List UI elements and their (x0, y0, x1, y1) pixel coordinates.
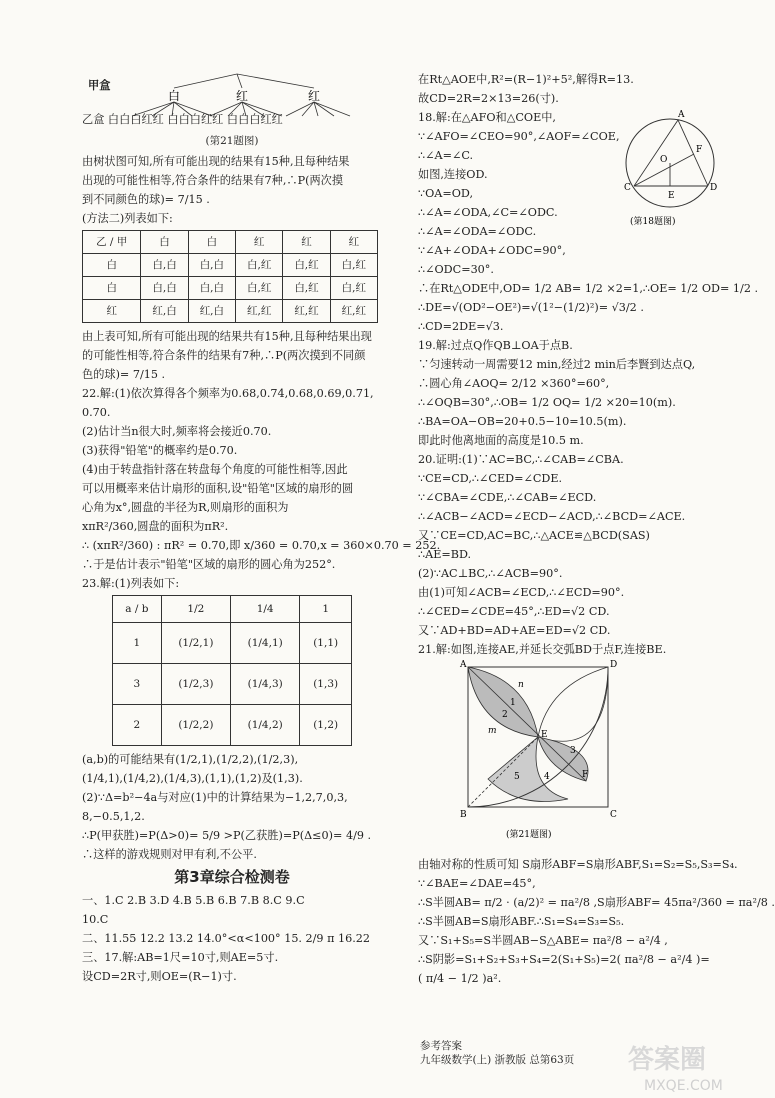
q18-line: ∴∠ODC=30°. (418, 263, 494, 276)
q19-line: ∴圆心角∠AOQ= 2/12 ×360°=60°, (418, 377, 610, 390)
table-cell: 3 (113, 664, 162, 705)
label-d: D (710, 183, 718, 193)
figure-21 (418, 659, 666, 855)
label-4: 4 (544, 772, 550, 782)
label-b: B (460, 810, 467, 820)
q23-intro: 23.解:(1)列表如下: (82, 577, 180, 590)
q23-line: 8,−0.5,1,2. (82, 810, 145, 823)
q19-line: ∴∠OQB=30°,∴OB= 1/2 OQ= 1/2 ×20=10(m). (418, 396, 676, 409)
q20-line: ∴AE=BD. (418, 548, 472, 561)
q20-line: ∴∠ACB−∠ACD=∠ECD−∠ACD,∴∠BCD=∠ACE. (418, 510, 686, 523)
table-header: 红 (330, 231, 377, 254)
table-cell: 1 (113, 623, 162, 664)
q20-line: 由(1)可知∠ACB=∠ECD,∴∠ECD=90°. (418, 586, 625, 599)
text-line: 由上表可知,所有可能出现的结果共有15种,且每种结果出现 (82, 330, 372, 343)
label-1: 1 (510, 698, 516, 708)
table-corner: a / b (113, 596, 162, 623)
label-5: 5 (514, 772, 520, 782)
label-2: 2 (502, 710, 508, 720)
q21-line: 21.解:如图,连接AE,并延长交弧BD于点F,连接BE. (418, 643, 667, 656)
q23-line: (1/4,1),(1/4,2),(1/4,3),(1,1),(1,2)及(1,3). (82, 772, 303, 785)
text-line: 在Rt△AOE中,R²=(R−1)²+5²,解得R=13. (418, 73, 634, 86)
table-row (113, 623, 352, 664)
q22-line: (3)获得"铅笔"的概率约是0.70. (82, 444, 238, 457)
answer-line: 三、17.解:AB=1尺=10寸,则AE=5寸. (82, 951, 279, 964)
table-cell: 白 (83, 254, 141, 277)
text-line: 到不同颜色的球)= 7/15 . (82, 193, 210, 206)
q19-line: 即此时他离地面的高度是10.5 m. (418, 434, 584, 447)
q20-line: ∴∠CED=∠CDE=45°,∴ED=√2 CD. (418, 605, 610, 618)
watermark-logo (624, 1038, 744, 1094)
tree-node-1: 白 (168, 89, 181, 103)
q22-line: 心角为x°,圆盘的半径为R,则扇形的面积为 (82, 501, 289, 514)
label-f: F (582, 770, 589, 780)
label-n: n (518, 680, 524, 690)
label-f: F (696, 145, 703, 155)
label-c: C (610, 810, 617, 820)
q18-line: ∴在Rt△ODE中,OD= 1/2 AB= 1/2 ×2=1,∴OE= 1/2 OD= 1/2 . (418, 282, 759, 295)
table-cell: (1/4,3) (231, 664, 300, 705)
tree-diagram (82, 70, 382, 152)
text-line: 色的球)= 7/15 . (82, 368, 166, 381)
table-cell: (1/2,1) (161, 623, 230, 664)
watermark-site: MXQE.COM (644, 1078, 723, 1094)
q22-line: xπR²/360,圆盘的面积为πR². (82, 520, 229, 533)
text-line: 故CD=2R=2×13=26(寸). (418, 92, 559, 105)
probability-table-2 (112, 595, 352, 746)
q23-line: ∴这样的游戏规则对甲有利,不公平. (82, 848, 257, 861)
table-header: 白 (188, 231, 235, 254)
q21-line: 又∵S₁+S₅=S半圆AB−S△ABE= πa²/8 − a²/4 , (418, 934, 668, 947)
q21-line: ∴S阴影=S₁+S₂+S₃+S₄=2(S₁+S₅)=2( πa²/8 − a²/4 )= (418, 953, 710, 966)
table-cell: 红,红 (236, 300, 283, 323)
q20-line: ∵∠CBA=∠CDE,∴∠CAB=∠ECD. (418, 491, 597, 504)
answer-line: 10.C (82, 913, 109, 926)
table-cell: 白,白 (141, 254, 188, 277)
table-cell: (1/4,2) (231, 705, 300, 746)
table-header: 1 (300, 596, 352, 623)
tree-node-3: 红 (308, 89, 321, 103)
probability-table-1 (82, 230, 378, 323)
label-m: m (488, 726, 497, 736)
q19-line: 19.解:过点Q作QB⊥OA于点B. (418, 339, 573, 352)
q22-line: ∴于是估计表示"铅笔"区域的扇形的圆心角为252°. (82, 558, 336, 571)
table-row (83, 254, 378, 277)
q21-line: ∵∠BAE=∠DAE=45°, (418, 877, 536, 890)
table-cell: 白 (83, 277, 141, 300)
table-header: 红 (236, 231, 283, 254)
q19-line: ∵匀速转动一周需要12 min,经过2 min后李賢到达点Q, (418, 358, 696, 371)
answer-line: 一、1.C 2.B 3.D 4.B 5.B 6.B 7.B 8.C 9.C (82, 894, 305, 907)
q21-line: ( π/4 − 1/2 )a². (418, 972, 502, 985)
table-cell: 白,白 (141, 277, 188, 300)
tree-caption: (第21题图) (205, 135, 259, 147)
table-cell: 红,白 (188, 300, 235, 323)
table-corner: 乙 / 甲 (83, 231, 141, 254)
q18-line: ∴∠A=∠ODA,∠C=∠ODC. (418, 206, 558, 219)
table-header: 1/4 (231, 596, 300, 623)
q18-line: 18.解:在△AFO和△COE中, (418, 111, 556, 124)
q20-line: 20.证明:(1)∵AC=BC,∴∠CAB=∠CBA. (418, 453, 624, 466)
q18-line: ∴∠A=∠ODA=∠ODC. (418, 225, 537, 238)
table-cell: 红,红 (283, 300, 330, 323)
text-line: 由树状图可知,所有可能出现的结果有15种,且每种结果 (82, 155, 350, 168)
q22-line: ∴ (xπR²/360) : πR² = 0.70,即 x/360 = 0.70,x = 360×0.70 = 252. (82, 539, 441, 552)
q18-line: ∴CD=2DE=√3. (418, 320, 504, 333)
figure-caption: (第18题图) (630, 217, 676, 227)
q18-line: ∴∠A=∠C. (418, 149, 474, 162)
table-cell: (1/2,3) (161, 664, 230, 705)
table-header: 红 (283, 231, 330, 254)
label-o: O (660, 155, 668, 165)
table-cell: (1,2) (300, 705, 352, 746)
tree-parent-label: 甲盒 (88, 78, 111, 92)
table-cell: 白,白 (188, 277, 235, 300)
page-footer-title: 参考答案 (420, 1040, 462, 1052)
table-cell: 白,红 (236, 254, 283, 277)
table-cell: 白,红 (236, 277, 283, 300)
table-cell: 白,白 (188, 254, 235, 277)
table-row (113, 664, 352, 705)
table-header: 1/2 (161, 596, 230, 623)
watermark-text: 答案圈 (628, 1045, 707, 1075)
table-cell: 白,红 (330, 277, 377, 300)
q23-line: (a,b)的可能结果有(1/2,1),(1/2,2),(1/2,3), (82, 753, 299, 766)
label-e: E (541, 730, 548, 740)
tree-node-2: 红 (236, 89, 249, 103)
q19-line: ∴BA=OA−OB=20+0.5−10=10.5(m). (418, 415, 627, 428)
method-heading: (方法二)列表如下: (82, 212, 173, 225)
page-footer-info: 九年级数学(上) 浙教版 总第63页 (420, 1054, 575, 1066)
q22-line: 可以用概率来估计扇形的面积,设"铅笔"区域的扇形的圆 (82, 482, 354, 495)
tree-children-line: 乙盒 白白白红红 白白白红红 白白白红红 (82, 113, 283, 126)
table-cell: 2 (113, 705, 162, 746)
q18-line: 如图,连接OD. (418, 168, 488, 181)
table-cell: 红 (83, 300, 141, 323)
q21-line: 由轴对称的性质可知 S扇形ABF=S扇形ABF,S₁=S₂=S₅,S₃=S₄. (418, 858, 738, 871)
answer-line: 二、11.55 12.2 13.2 14.0°<α<100° 15. 2/9 π 16.22 (82, 932, 371, 945)
q20-line: 又∵AD+BD=AD+AE=ED=√2 CD. (418, 624, 611, 637)
q18-line: ∵∠AFO=∠CEO=90°,∠AOF=∠COE, (418, 130, 620, 143)
square-arc-diagram (458, 659, 628, 849)
table-cell: 白,红 (283, 254, 330, 277)
text-line: 出现的可能性相等,符合条件的结果有7种,∴P(两次摸 (82, 174, 344, 187)
table-cell: 白,红 (330, 254, 377, 277)
q22-line: 0.70. (82, 406, 111, 419)
table-row (113, 705, 352, 746)
table-row (83, 300, 378, 323)
label-a: A (678, 110, 685, 120)
table-cell: (1/4,1) (231, 623, 300, 664)
text-line: 的可能性相等,符合条件的结果有7种,∴P(两次摸到不同颜 (82, 349, 366, 362)
figure-18 (620, 108, 720, 236)
q18-line: ∴DE=√(OD²−OE²)=√(1²−(1/2)²)= √3/2 . (418, 301, 644, 314)
q20-line: (2)∵AC⊥BC,∴∠ACB=90°. (418, 567, 563, 580)
answer-line: 设CD=2R寸,则OE=(R−1)寸. (82, 970, 237, 983)
right-column (418, 70, 775, 988)
q18-line: ∵OA=OD, (418, 187, 474, 200)
q18-line: ∵∠A+∠ODA+∠ODC=90°, (418, 244, 566, 257)
q22-line: (2)估计当n很大时,频率将会接近0.70. (82, 425, 272, 438)
q23-line: (2)∵Δ=b²−4a与对应(1)中的计算结果为−1,2,7,0,3, (82, 791, 348, 804)
q20-line: ∵CE=CD,∴∠CED=∠CDE. (418, 472, 563, 485)
table-header: 白 (141, 231, 188, 254)
table-cell: (1,1) (300, 623, 352, 664)
label-c: C (624, 183, 631, 193)
label-d: D (610, 660, 618, 670)
q21-line: ∴S半圆AB= π/2 · (a/2)² = πa²/8 ,S扇形ABF= 45πa²/360 = πa²/8 . (418, 896, 775, 909)
chapter-title: 第3章综合检测卷 (174, 868, 290, 886)
figure-caption: (第21题图) (506, 830, 552, 840)
q23-line: ∴P(甲获胜)=P(Δ>0)= 5/9 >P(乙获胜)=P(Δ≤0)= 4/9 . (82, 829, 372, 842)
table-cell: 白,红 (283, 277, 330, 300)
q22-line: 22.解:(1)依次算得各个频率为0.68,0.74,0.68,0.69,0.71, (82, 387, 374, 400)
label-e: E (668, 191, 675, 201)
q20-line: 又∵CE=CD,AC=BC,∴△ACE≌△BCD(SAS) (418, 529, 650, 542)
watermark-icon (624, 1038, 744, 1094)
table-cell: (1,3) (300, 664, 352, 705)
table-cell: 红,红 (330, 300, 377, 323)
q22-line: (4)由于转盘指针落在转盘每个角度的可能性相等,因此 (82, 463, 348, 476)
table-cell: (1/2,2) (161, 705, 230, 746)
q21-line: ∴S半圆AB=S扇形ABF.∴S₁=S₄=S₃=S₅. (418, 915, 625, 928)
label-3: 3 (570, 746, 576, 756)
table-cell: 红,白 (141, 300, 188, 323)
circle-diagram (620, 108, 720, 230)
left-column (82, 70, 441, 986)
table-row (83, 277, 378, 300)
label-a: A (460, 660, 467, 670)
